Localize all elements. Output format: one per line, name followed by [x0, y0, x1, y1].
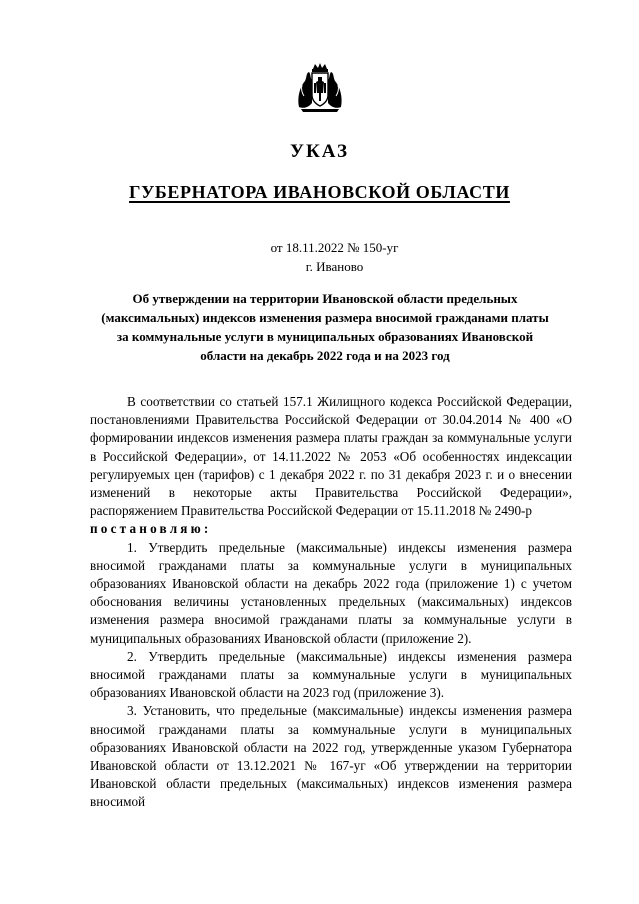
preamble-paragraph: [90, 393, 572, 539]
item-paragraph: 2. Утвердить предельные (максимальные) индексы изменения размера вносимой гражданами платы за коммунальные услуги в муниципальных образованиях Ивановской области на 2023 год (приложение 3).: [90, 648, 572, 701]
item-paragraph: 1. Утвердить предельные (максимальные) индексы изменения размера вносимой гражданами платы за коммунальные услуги в муниципальных образованиях Ивановской области на декабрь 2022 года (приложение 1) с учетом обоснования величины установленных предельных (максимальных) индексов изменения размера вносимой гражданами платы за коммунальные услуги в муниципальных образованиях Ивановской области (приложение 2).: [90, 539, 572, 646]
item-paragraph: 3. Установить, что предельные (максимальные) индексы изменения размера вносимой гражданами платы за коммунальные услуги в муниципальных образованиях Ивановской области на 2022 год, утвержденные указом Губернатора Ивановской области от 13.12.2021 № 167-уг «Об утверждении на территории Ивановской области предельных (максимальных) индексов изменения размера вносимой: [90, 703, 572, 810]
date-number: от 18.11.2022 № 150-уг: [270, 240, 399, 255]
document-subtitle: [0, 182, 639, 203]
document-title: УКАЗ: [290, 141, 349, 162]
preamble-text: В соответствии со статьей 157.1 Жилищного кодекса Российской Федерации, постановлениями Правительства Российской Федерации от 30.04.2014 № 400 «О формировании индексов изменения размера платы граждан за коммунальные услуги в Российской Федерации», от 14.11.2022 № 2053 «Об особенностях индексации регулируемых цен (тарифов) с 1 декабря 2022 г. по 31 декабря 2023 г. и о внесении изменений в некоторые акты Правительства Российской Федерации», распоряжением Правительства Российской Федерации от 15.11.2018 № 2490-р: [90, 394, 572, 519]
date-block: [0, 238, 639, 276]
place-of-issue: г. Иваново: [305, 259, 364, 274]
coat-of-arms-icon: [297, 63, 343, 113]
decree-word: постановляю:: [90, 521, 212, 537]
decree-heading: Об утверждении на территории Ивановской области предельных (максимальных) индексов изменения размера вносимой гражданами платы за коммунальные услуги в муниципальных образованиях Ивановской области на декабрь 2022 года и на 2023 год: [101, 291, 549, 363]
decree-body: [90, 393, 572, 812]
issuer-name: ГУБЕРНАТОРА ИВАНОВСКОЙ ОБЛАСТИ: [129, 182, 510, 202]
